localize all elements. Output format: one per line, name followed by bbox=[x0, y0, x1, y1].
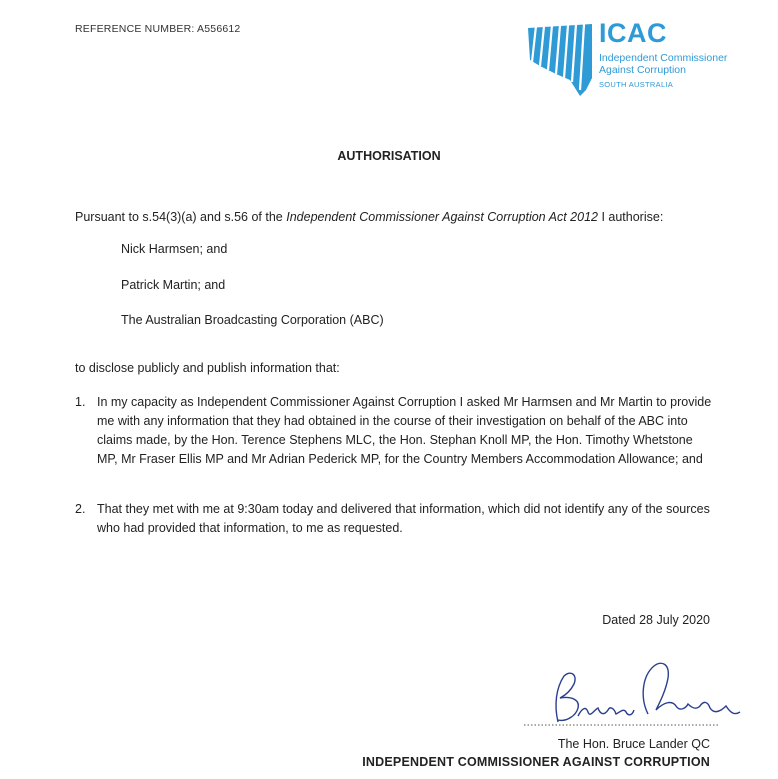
party-abc: The Australian Broadcasting Corporation (ABC) bbox=[121, 313, 384, 327]
party-nick-harmsen: Nick Harmsen; and bbox=[121, 242, 228, 256]
logo-region: SOUTH AUSTRALIA bbox=[599, 80, 674, 89]
list-item-number: 2. bbox=[75, 502, 86, 516]
intro-prefix: Pursuant to s.54(3)(a) and s.56 of the bbox=[75, 210, 287, 224]
logo-subtitle-line2: Against Corruption bbox=[599, 64, 686, 76]
handwritten-signature bbox=[520, 650, 750, 740]
date-line: Dated 28 July 2020 bbox=[602, 613, 710, 627]
logo-subtitle-line1: Independent Commissioner bbox=[599, 52, 728, 64]
list-item-text: In my capacity as Independent Commissioner Against Corruption I asked Mr Harmsen and Mr Martin to provide me with any information that they had obtained in the course of their investigation on behalf of the ABC into claims made, by the Hon. Terence Stephens MLC, the Hon. Stephan Knoll MP, the Hon. Timothy Whetstone MP, Mr Fraser Ellis MP and Mr Adrian Pederick MP, for the Country Members Accommodation Allowance; and bbox=[97, 395, 712, 466]
party-patrick-martin: Patrick Martin; and bbox=[121, 278, 226, 292]
disclose-statement: to disclose publicly and publish information that: bbox=[75, 361, 340, 375]
logo-subtitle bbox=[599, 52, 727, 76]
intro-suffix: I authorise: bbox=[597, 210, 664, 224]
document-heading: AUTHORISATION bbox=[337, 149, 441, 163]
south-australia-map-icon bbox=[526, 20, 598, 98]
reference-number: REFERENCE NUMBER: A556612 bbox=[75, 23, 241, 35]
intro-paragraph bbox=[75, 210, 735, 224]
act-title: Independent Commissioner Against Corruption Act 2012 bbox=[286, 210, 598, 224]
list-item-text: That they met with me at 9:30am today and delivered that information, which did not identify any of the sources who had provided that information, to me as requested. bbox=[97, 502, 710, 535]
logo-title: ICAC bbox=[599, 18, 667, 48]
signer-office: INDEPENDENT COMMISSIONER AGAINST CORRUPTION bbox=[362, 755, 710, 769]
signer-name: The Hon. Bruce Lander QC bbox=[557, 737, 710, 751]
list-item-number: 1. bbox=[75, 395, 86, 409]
icac-logo bbox=[526, 20, 756, 100]
